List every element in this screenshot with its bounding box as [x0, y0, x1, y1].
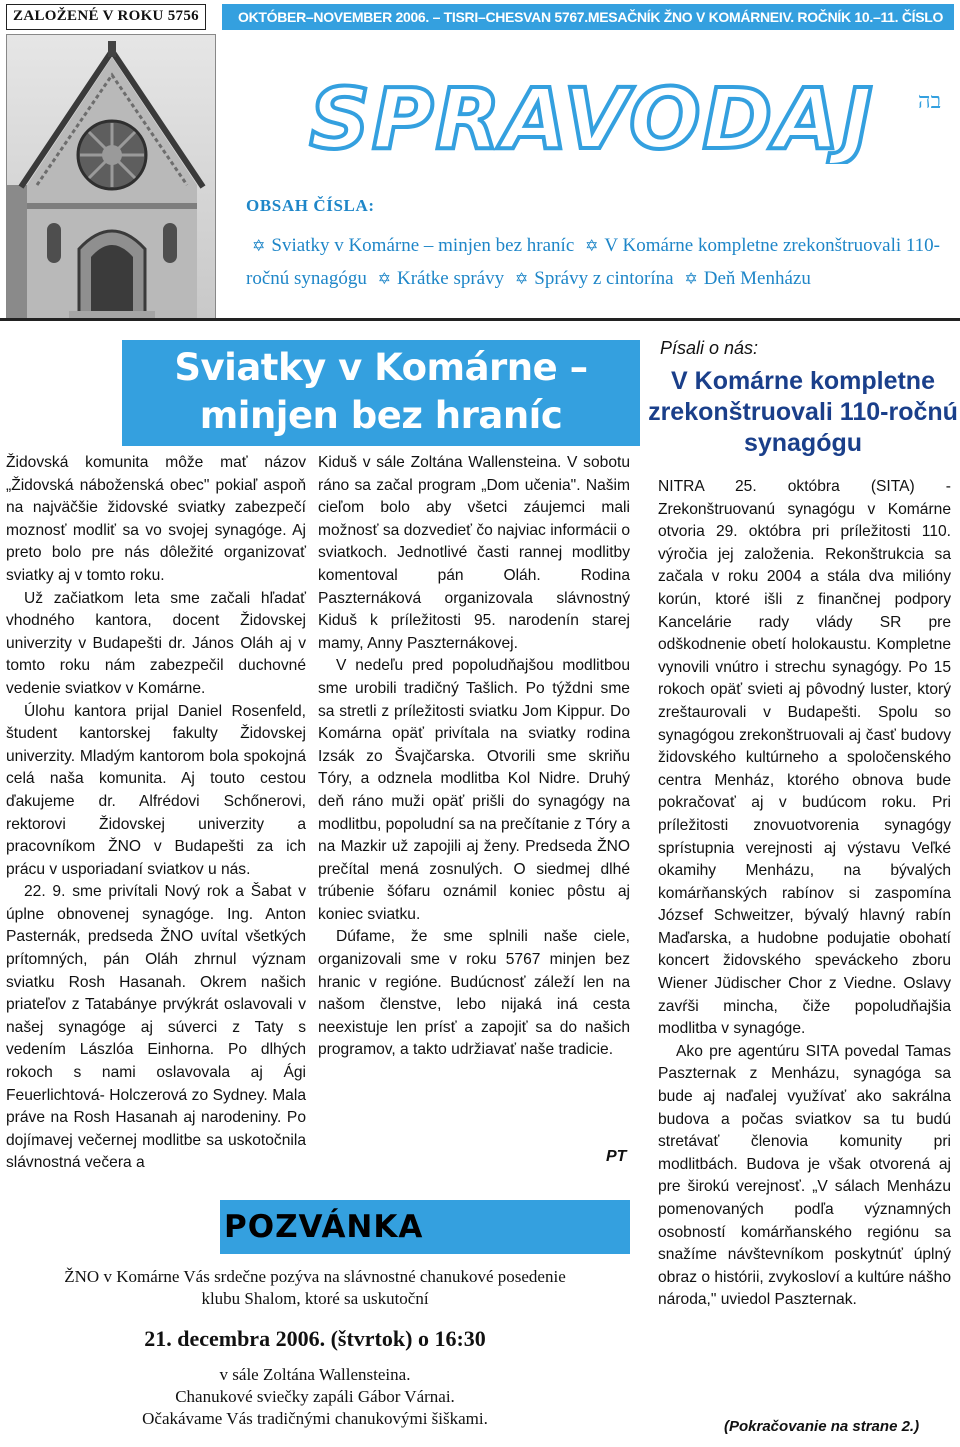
founded-label: ZALOŽENÉ V ROKU 5756 [6, 4, 206, 30]
synagogue-illustration [7, 35, 216, 320]
masthead-logo [282, 74, 902, 164]
monthly-label: MESAČNÍK ŽNO V KOMÁRNE [587, 9, 779, 25]
article-column-1 [6, 452, 306, 1175]
hebrew-mark: בה [918, 89, 942, 114]
article-headline [122, 340, 640, 446]
article-paragraph: Kiduš v sále Zoltána Wallensteina. V sobotu ráno sa začal program „Dom učenia". Našim cieľom bolo aby všetci záujemci mali možnosť sa dozvedieť čo najviac informácii o sviatkoch. Jednotlivé časti rannej modlitby komentoval pán Oláh. Rodina Paszternáková organizovala slávnostný Kiduš k príležitosti 95. narodenín starej mamy, Anny Paszternákovej. [318, 454, 630, 652]
article-paragraph: Židovská komunita môže mať názov „Židovská náboženská obec" pokiaľ aspoň na najväčšie židovské sviatky zabezpečí moznosť modliť sa vo svojej synagóge. Aj preto bolo pre nás dôležité organizovať sviatky aj v tomto roku. [6, 454, 306, 584]
headline-line-2: minjen bez hraníc [199, 394, 563, 437]
article-paragraph: V nedeľu pred popoludňajšou modlitbou sme urobili tradičný Tašlich. Po týždni sme sa stretli z príležitosti sviatku Jom Kippur. Do Komárna opäť privítala na sviatky rodina Izsák zo Švajčarska. Otvorili sme skriňu Tóry, a odznela modlitba Kol Nidre. Druhý deň ráno muži opäť prišli do synagógy na modlitbu, popoludní sa na prečítanie z Tóry a na Mazkir už zapojili aj ženy. Predseda ŽNO prečítal mená zosnulých. O siedmej dlhé trúbenie šófaru oznámil koniec pôstu aj koniec sviatku. [318, 657, 630, 923]
star-of-david-icon: ✡ [514, 271, 529, 288]
contents-title: OBSAH ČÍSLA: [246, 196, 375, 215]
synagogue-photo [6, 34, 216, 320]
masthead-text: SPRAVODAJ [309, 74, 875, 164]
article-paragraph: Úlohu kantora prijal Daniel Rosenfeld, študent kantorskej fakulty Židovskej univerzity. Mladým kantorom bola spokojná celá naša komunita. Aj touto cestou ďakujeme dr. Alfrédovi Schőnerovi, rektorovi Židovskej univerzity a pracovníkom ŽNO v Budapešti za ich prácu v usporiadaní sviatkov u nás. [6, 702, 306, 878]
contents-item: Správy z cintorína [534, 268, 674, 289]
contents-item: V Komárne kompletne zrekonštruovali 110-ročnú synagógu [246, 235, 941, 289]
sidebar-title: V Komárne kompletne zrekonštruovali 110-ročnú synagógu [648, 367, 958, 457]
invitation-line: v sále Zoltána Wallensteina. [219, 1365, 411, 1384]
article-column-2 [318, 452, 630, 1062]
volume-label: IV. ROČNÍK 10.–11. ČÍSLO [778, 9, 944, 25]
article-paragraph: Dúfame, že sme splnili naše ciele, organizovali sme v roku 5767 minjen bez hranic v regióne. Budúcnosť záleží len na našom členstve, lebo nijaká iná cesta neexistuje len prísť a zapojiť sa do našich programov, a takto udržiavať naše tradicie. [318, 928, 630, 1059]
invitation-heading: POZVÁNKA [220, 1200, 630, 1254]
horizontal-divider [0, 318, 960, 321]
continued-note: (Pokračovanie na strane 2.) [724, 1418, 920, 1435]
sidebar-column [658, 476, 951, 1312]
issue-date: OKTÓBER–NOVEMBER 2006. – TISRI–CHESVAN 5767. [238, 9, 588, 25]
invitation-line: klubu Shalom, ktoré sa uskutoční [201, 1289, 429, 1308]
sidebar-paragraph: Ako pre agentúru SITA povedal Tamas Paszternak z Menházu, synagóga sa bude aj naďalej využívať ako sakrálna budova a počas sviatkov sa tu budú stretávať členovia komunity pri modlitbách. Budova je však otvorená aj pre širokú verejnosť. „V sálach Menházu pomenovaných podľa významných osobností komárňanského regiónu sa snažíme návštevníkom poskytnúť úplný obraz o histórii, zvykosloví a kultúre nášho národa," uviedol Paszternak. [658, 1042, 951, 1309]
star-of-david-icon: ✡ [684, 271, 698, 288]
article-paragraph: Už začiatkom leta sme začali hľadať vhodného kantora, docent Židovskej univerzity v Budapešti dr. János Oláh aj v tomto roku nám zabezpečil duchovné vedenie sviatkov v Komárne. [6, 589, 306, 697]
star-of-david-icon: ✡ [585, 238, 599, 255]
contents-item: Deň Menházu [703, 268, 811, 289]
contents-item: Sviatky v Komárne – minjen bez hraníc [271, 235, 575, 256]
invitation-date: 21. decembra 2006. (štvrtok) o 16:30 [144, 1326, 486, 1351]
issue-bar [222, 4, 954, 30]
invitation-line: ŽNO v Komárne Vás srdečne pozýva na slávnostné chanukové posedenie [64, 1267, 566, 1286]
contents-item: Krátke správy [397, 268, 505, 289]
headline-line-1: Sviatky v Komárne – [174, 346, 588, 389]
invitation-line: Chanukové sviečky zapáli Gábor Várnai. [175, 1387, 455, 1406]
masthead-title [282, 74, 902, 164]
sidebar-label: Písali o nás: [660, 338, 759, 358]
invitation-line: Očakávame Vás tradičnými chanukovými šiškami. [142, 1409, 488, 1428]
article-signature: PT [606, 1148, 627, 1165]
star-of-david-icon: ✡ [377, 271, 391, 288]
article-paragraph: 22. 9. sme privítali Nový rok a Šabat v úplne obnovenej synagóge. Ing. Anton Pasternák, predseda ŽNO uvítal všetkých prítomných, pán Oláh zhrnul význam sviatku Rosh Hasanah. Okrem našich priateľov z Tatabánye prvýkrát oslavovali v našej synagóge aj súverci z Taty s vedením Lászlóa Einhorna. Po dlhých rokoch s nami oslavovala aj Ági Feuerlichtová- Holczerová zo Sydney. Mala práve na Rosh Hasanah aj narodeniny. Po dojímavej večernej modlitbe sa uskotočnila slávnostná večera a [6, 883, 306, 1172]
sidebar-paragraph: NITRA 25. októbra (SITA) - Zrekonštruovanú synagógu v Komárne otvoria 29. októbra pri príležitosti 110. výročia jej založenia. Rekonštrukcia sa začala v roku 2004 a stála dva milióny korún, ktoré išli z finančnej podpory Kancelárie rady vlády SR pre odškodnenie obetí holokaustu. Kompletne vynovili vnútro i strechu synagógy. Po 15 rokoch opäť svieti aj pôvodný luster, ktorý zreštaurovali v Budapešti. Spolu so synagógou zrekonštruovali aj časť budovy židovského kultúrneho a spoločenského centra Menház, ktorého obnova bude pokračovať aj v budúcom roku. Pri príležitosti znovuotvorenia synagógy sprístupnia verejnosti aj výstavu Veľké okamihy Menházu, na bývalých komárňanských rabínov si zaspomína József Schweitzer, bývalý hlavný rabín Maďarska, a hudobne podujatie obohatí koncert židovského speváckeho zboru Wiener Jüdischer Chor z Viedne. Oslavy zavŕši mincha, čiže popoludňajšia modlitba v synagóge. [658, 478, 951, 1038]
star-of-david-icon: ✡ [252, 238, 266, 255]
invitation-body [0, 1266, 630, 1430]
contents-list [246, 230, 958, 296]
